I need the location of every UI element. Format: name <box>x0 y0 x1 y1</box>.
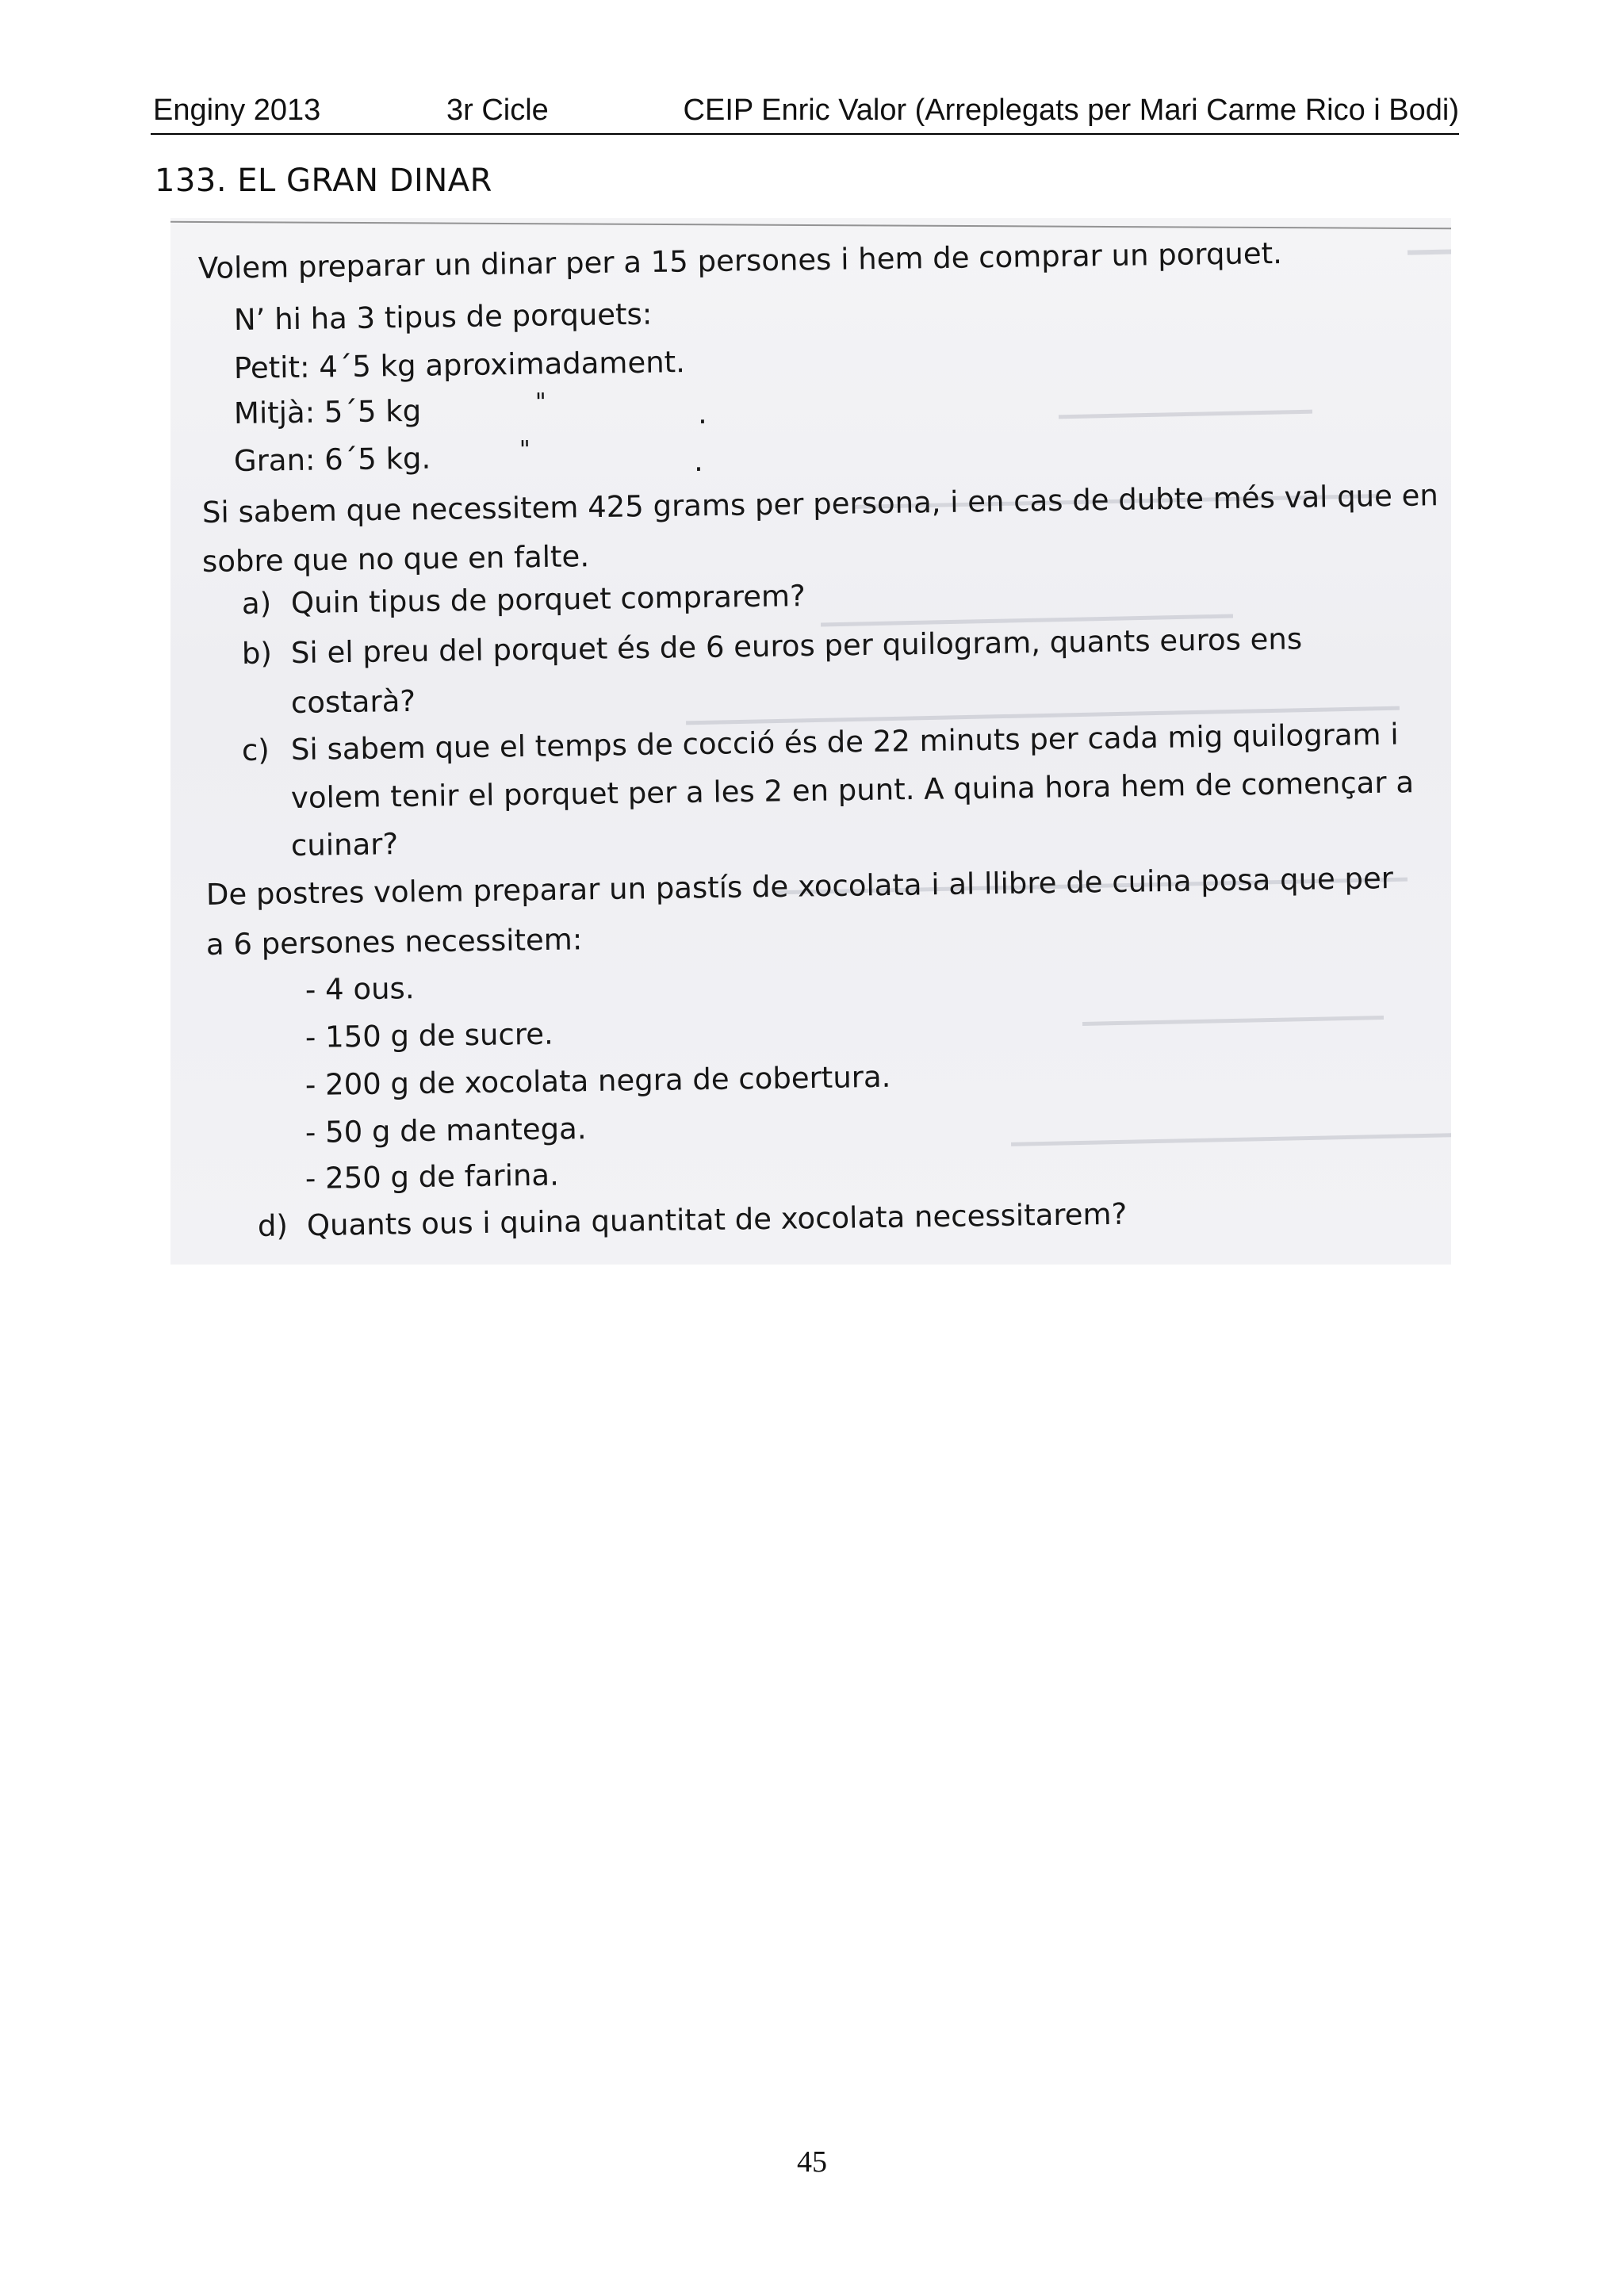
problem-title: 133. EL GRAN DINAR <box>155 163 492 199</box>
question-d <box>258 1197 1128 1243</box>
ingredient-butter: - 50 g de mantega. <box>304 1112 587 1150</box>
type-small: Petit: 4´5 kg aproximadament. <box>233 345 686 385</box>
header-right: CEIP Enric Valor (Arreplegats per Mari Carme Rico i Bodi) <box>683 94 1459 127</box>
question-c-line-2: volem tenir el porquet per a les 2 en punt. A quina hora hem de començar a <box>290 765 1415 815</box>
condition-line-1: Si sabem que necessitem 425 grams per persona, i en cas de dubte més val que en <box>201 478 1439 530</box>
question-d-label: d) <box>257 1208 289 1243</box>
header-rule <box>151 133 1459 135</box>
question-c-label: c) <box>241 733 270 767</box>
dessert-line-2: a 6 persones necessitem: <box>205 922 583 962</box>
ingredient-chocolate: - 200 g de xocolata negra de cobertura. <box>304 1059 891 1102</box>
type-medium: Mitjà: 5´5 kg <box>233 393 422 430</box>
bleed-through <box>1011 1133 1451 1146</box>
question-a <box>242 579 806 621</box>
header-middle: 3r Cicle <box>446 94 549 127</box>
ditto-mark: " <box>534 388 547 416</box>
scanned-problem-image <box>170 218 1451 1265</box>
question-c-text: Si sabem que el temps de cocció és de 22 minuts per cada mig quilogram i <box>290 717 1399 767</box>
dot-mark: . <box>697 396 708 430</box>
page-number: 45 <box>797 2145 827 2179</box>
question-c <box>242 718 1399 767</box>
question-b-label: b) <box>241 636 273 671</box>
condition-line-2: sobre que no que en falte. <box>201 539 590 579</box>
question-b-line-2: costarà? <box>290 683 416 720</box>
types-intro: N’ hi ha 3 tipus de porquets: <box>233 297 653 337</box>
ingredient-eggs: - 4 ous. <box>304 971 415 1007</box>
ingredient-sugar: - 150 g de sucre. <box>304 1016 554 1054</box>
ditto-mark: " <box>519 435 531 464</box>
ingredient-flour: - 250 g de farina. <box>304 1158 560 1196</box>
question-b <box>242 622 1303 671</box>
question-a-text: Quin tipus de porquet comprarem? <box>290 579 806 621</box>
question-b-text: Si el preu del porquet és de 6 euros per quilogram, quants euros ens <box>290 622 1303 671</box>
dessert-line-1: De postres volem preparar un pastís de xocolata i al llibre de cuina posa que per <box>205 861 1394 912</box>
question-c-line-3: cuinar? <box>290 827 399 863</box>
intro-line: Volem preparar un dinar per a 15 persones i hem de comprar un porquet. <box>197 235 1283 285</box>
page-header <box>153 94 1459 133</box>
bleed-through <box>1059 410 1312 419</box>
dot-mark: . <box>693 443 704 478</box>
type-large: Gran: 6´5 kg. <box>233 441 431 478</box>
question-d-text: Quants ous i quina quantitat de xocolata necessitarem? <box>306 1196 1128 1243</box>
question-a-label: a) <box>241 586 272 621</box>
bleed-through <box>1408 249 1451 254</box>
bleed-through <box>1082 1016 1384 1026</box>
header-left: Enginy 2013 <box>153 94 321 127</box>
